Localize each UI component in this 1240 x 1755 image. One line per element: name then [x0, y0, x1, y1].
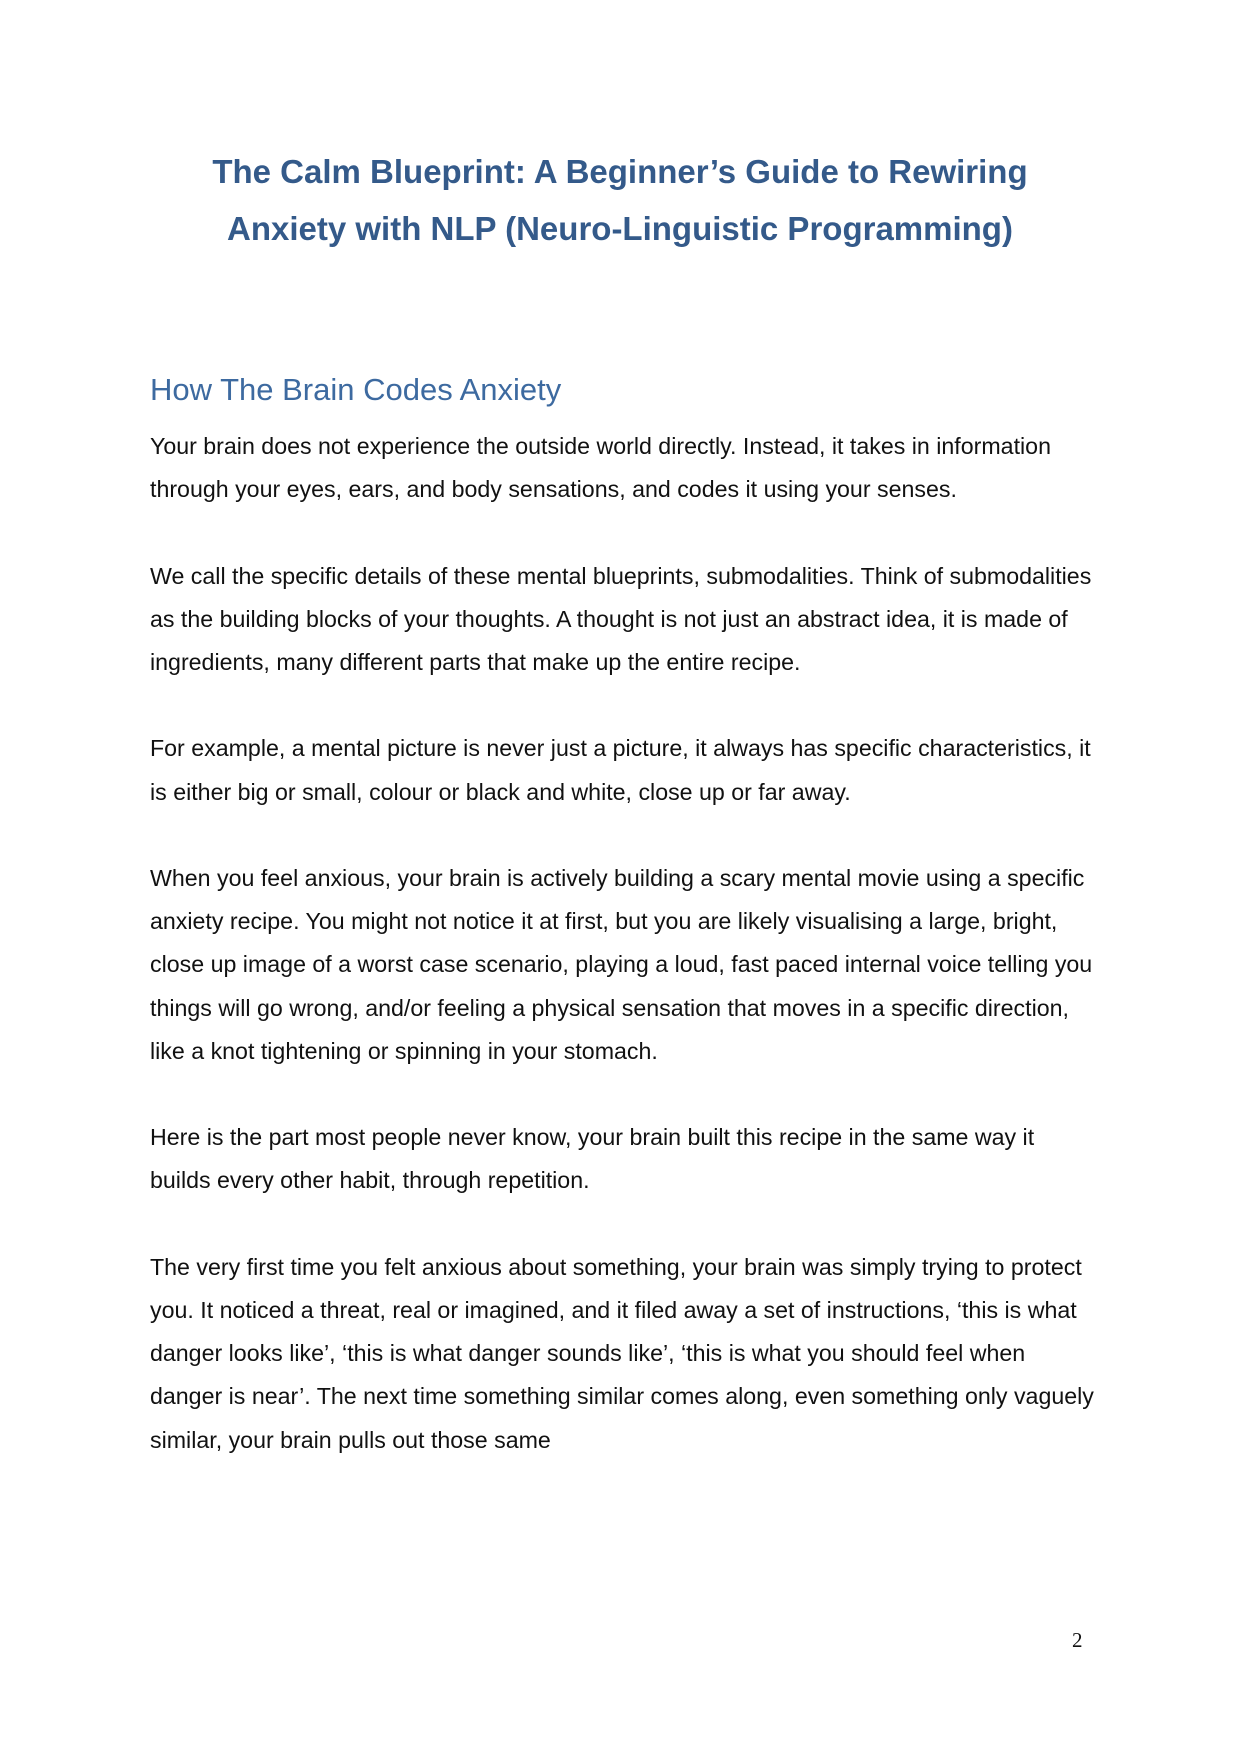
section-heading: How The Brain Codes Anxiety — [150, 372, 562, 407]
paragraph: When you feel anxious, your brain is actively building a scary mental movie using a specific anxiety recipe. You might not notice it at first, but you are likely visualising a large, bright, close up image of a worst case scenario, playing a loud, fast paced internal voice telling you things will go wrong, and/or feeling a physical sensation that moves in a specific direction, like a knot tightening or spinning in your stomach. — [150, 864, 1093, 1064]
body-text — [150, 425, 1100, 1505]
paragraph: For example, a mental picture is never just a picture, it always has specific characteristics, it is either big or small, colour or black and white, close up or far away. — [150, 735, 1091, 805]
paragraph: We call the specific details of these mental blueprints, submodalities. Think of submodalities as the building blocks of your thoughts. A thought is not just an abstract idea, it is made of ingredients, many different parts that make up the entire recipe. — [150, 562, 1092, 675]
document-title-line-1: The Calm Blueprint: A Beginner’s Guide to Rewiring — [212, 153, 1028, 190]
paragraph: Here is the part most people never know, your brain built this recipe in the same way it builds every other habit, through repetition. — [150, 1124, 1035, 1194]
page-number: 2 — [1072, 1628, 1083, 1652]
paragraph: Your brain does not experience the outside world directly. Instead, it takes in information through your eyes, ears, and body sensations, and codes it using your senses. — [150, 433, 1051, 503]
paragraph: The very first time you felt anxious about something, your brain was simply trying to protect you. It noticed a threat, real or imagined, and it filed away a set of instructions, ‘this is what danger looks like’, ‘this is what danger sounds like’, ‘this is what you should feel when danger is near’. The next time something similar comes along, even something only vaguely similar, your brain pulls out those same — [150, 1253, 1094, 1453]
document-title-line-2: Anxiety with NLP (Neuro-Linguistic Programming) — [227, 210, 1013, 247]
document-title — [150, 143, 1090, 257]
